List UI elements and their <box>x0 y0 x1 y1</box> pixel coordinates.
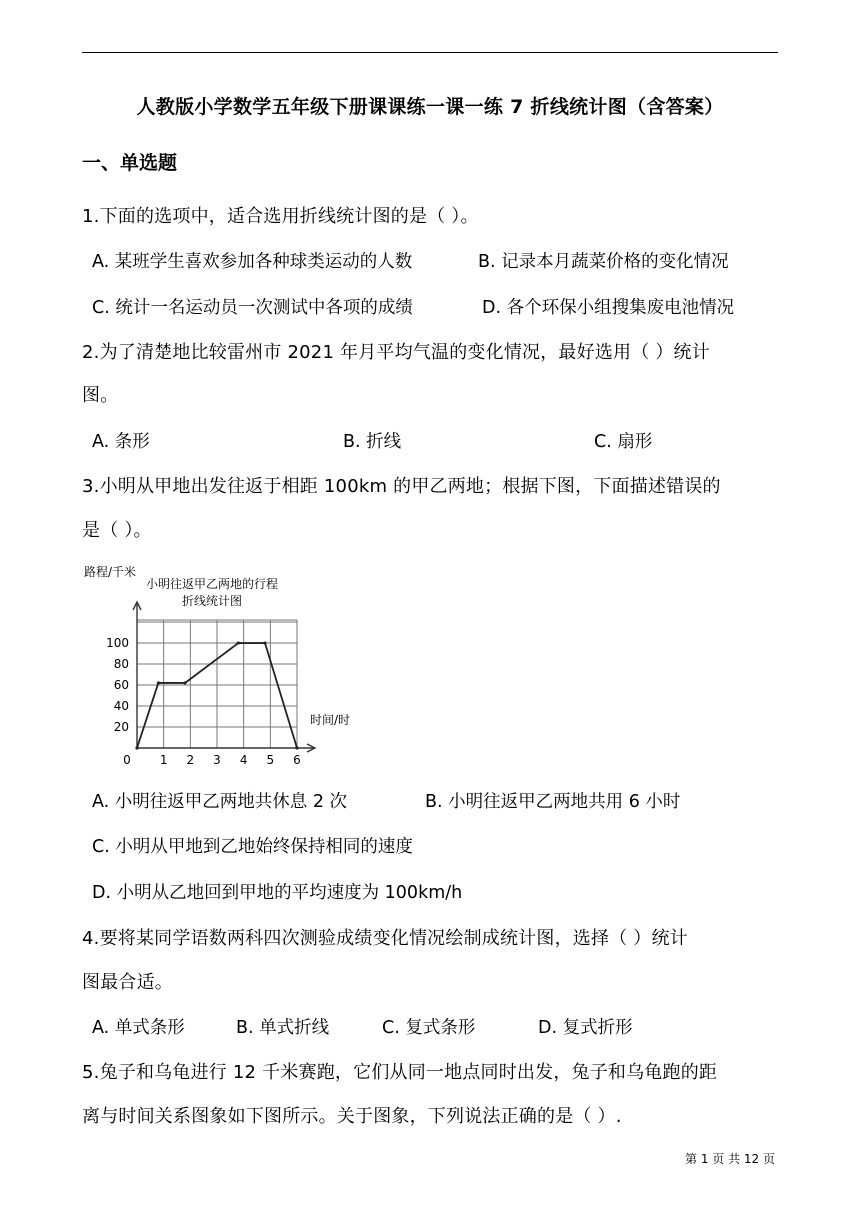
q3-option-c[interactable]: C. 小明从甲地到乙地始终保持相同的速度 <box>92 837 413 857</box>
chart-y-tick-label: 40 <box>113 699 129 714</box>
q3-stem-line2: 是（ ）。 <box>82 520 152 541</box>
chart-xlabel: 时间/时 <box>310 713 351 727</box>
q2-stem-line1: 2.为了清楚地比较雷州市 2021 年月平均气温的变化情况，最好选用（ ）统计 <box>82 342 710 363</box>
travel-line-chart <box>82 558 351 773</box>
chart-data-point <box>295 746 298 749</box>
chart-ylabel: 路程/千米 <box>84 565 137 579</box>
q4-option-a[interactable]: A. 单式条形 <box>92 1018 185 1038</box>
q5-stem-line1: 5.兔子和乌龟进行 12 千米赛跑，它们从同一地点同时出发，兔子和乌龟跑的距 <box>82 1062 718 1083</box>
chart-data-point <box>135 746 138 749</box>
q4-option-c[interactable]: C. 复式条形 <box>382 1018 476 1038</box>
chart-x-tick-label: 5 <box>266 753 275 767</box>
chart-y-tick-label: 60 <box>113 678 129 693</box>
q3-stem-line1: 3.小明从甲地出发往返于相距 100km 的甲乙两地；根据下图，下面描述错误的 <box>82 476 721 497</box>
q3-option-a[interactable]: A. 小明往返甲乙两地共休息 2 次 <box>92 792 348 812</box>
chart-x-tick-label: 0 <box>123 753 131 767</box>
q1-option-c[interactable]: C. 统计一名运动员一次测试中各项的成绩 <box>92 298 413 318</box>
chart-y-tick-label: 80 <box>113 657 129 672</box>
chart-x-tick-label: 4 <box>239 753 248 767</box>
q2-option-a[interactable]: A. 条形 <box>92 432 150 452</box>
chart-x-tick-label: 2 <box>186 753 195 767</box>
q1-option-d[interactable]: D. 各个环保小组搜集废电池情况 <box>482 298 735 318</box>
q4-option-d[interactable]: D. 复式折形 <box>538 1018 633 1038</box>
chart-x-tick-label: 1 <box>159 753 168 767</box>
q2-option-c[interactable]: C. 扇形 <box>594 432 653 452</box>
chart-title-line1: 小明往返甲乙两地的行程 <box>145 577 279 591</box>
page-footer: 第 1 页 共 12 页 <box>685 1152 775 1166</box>
q4-option-b[interactable]: B. 单式折线 <box>236 1018 330 1038</box>
q3-option-b[interactable]: B. 小明往返甲乙两地共用 6 小时 <box>425 792 681 812</box>
q3-option-d[interactable]: D. 小明从乙地回到甲地的平均速度为 100km/h <box>92 883 463 903</box>
chart-y-tick-label: 20 <box>113 720 129 735</box>
chart-data-point <box>263 641 266 644</box>
page-title: 人教版小学数学五年级下册课课练一课一练 7 折线统计图（含答案） <box>136 96 724 118</box>
q4-stem-line2: 图最合适。 <box>82 972 173 993</box>
chart-data-point <box>157 681 160 684</box>
chart-data-point <box>183 681 186 684</box>
q2-stem-line2: 图。 <box>82 385 119 406</box>
chart-data-point <box>237 641 240 644</box>
q2-option-b[interactable]: B. 折线 <box>343 432 402 452</box>
chart-x-tick-label: 6 <box>293 753 301 767</box>
q5-stem-line2: 离与时间关系图象如下图所示。关于图象，下列说法正确的是（ ）. <box>82 1106 622 1127</box>
q1-stem: 1.下面的选项中，适合选用折线统计图的是（ ）。 <box>82 206 479 227</box>
chart-title-line2: 折线统计图 <box>181 594 243 608</box>
chart-y-tick-label: 100 <box>106 636 129 651</box>
chart-x-tick-label: 3 <box>213 753 221 767</box>
q1-option-a[interactable]: A. 某班学生喜欢参加各种球类运动的人数 <box>92 252 413 272</box>
q1-option-b[interactable]: B. 记录本月蔬菜价格的变化情况 <box>478 252 729 272</box>
header-rule <box>82 52 778 53</box>
section-heading: 一、单选题 <box>82 152 178 174</box>
q4-stem-line1: 4.要将某同学语数两科四次测验成绩变化情况绘制成统计图，选择（ ）统计 <box>82 928 688 949</box>
